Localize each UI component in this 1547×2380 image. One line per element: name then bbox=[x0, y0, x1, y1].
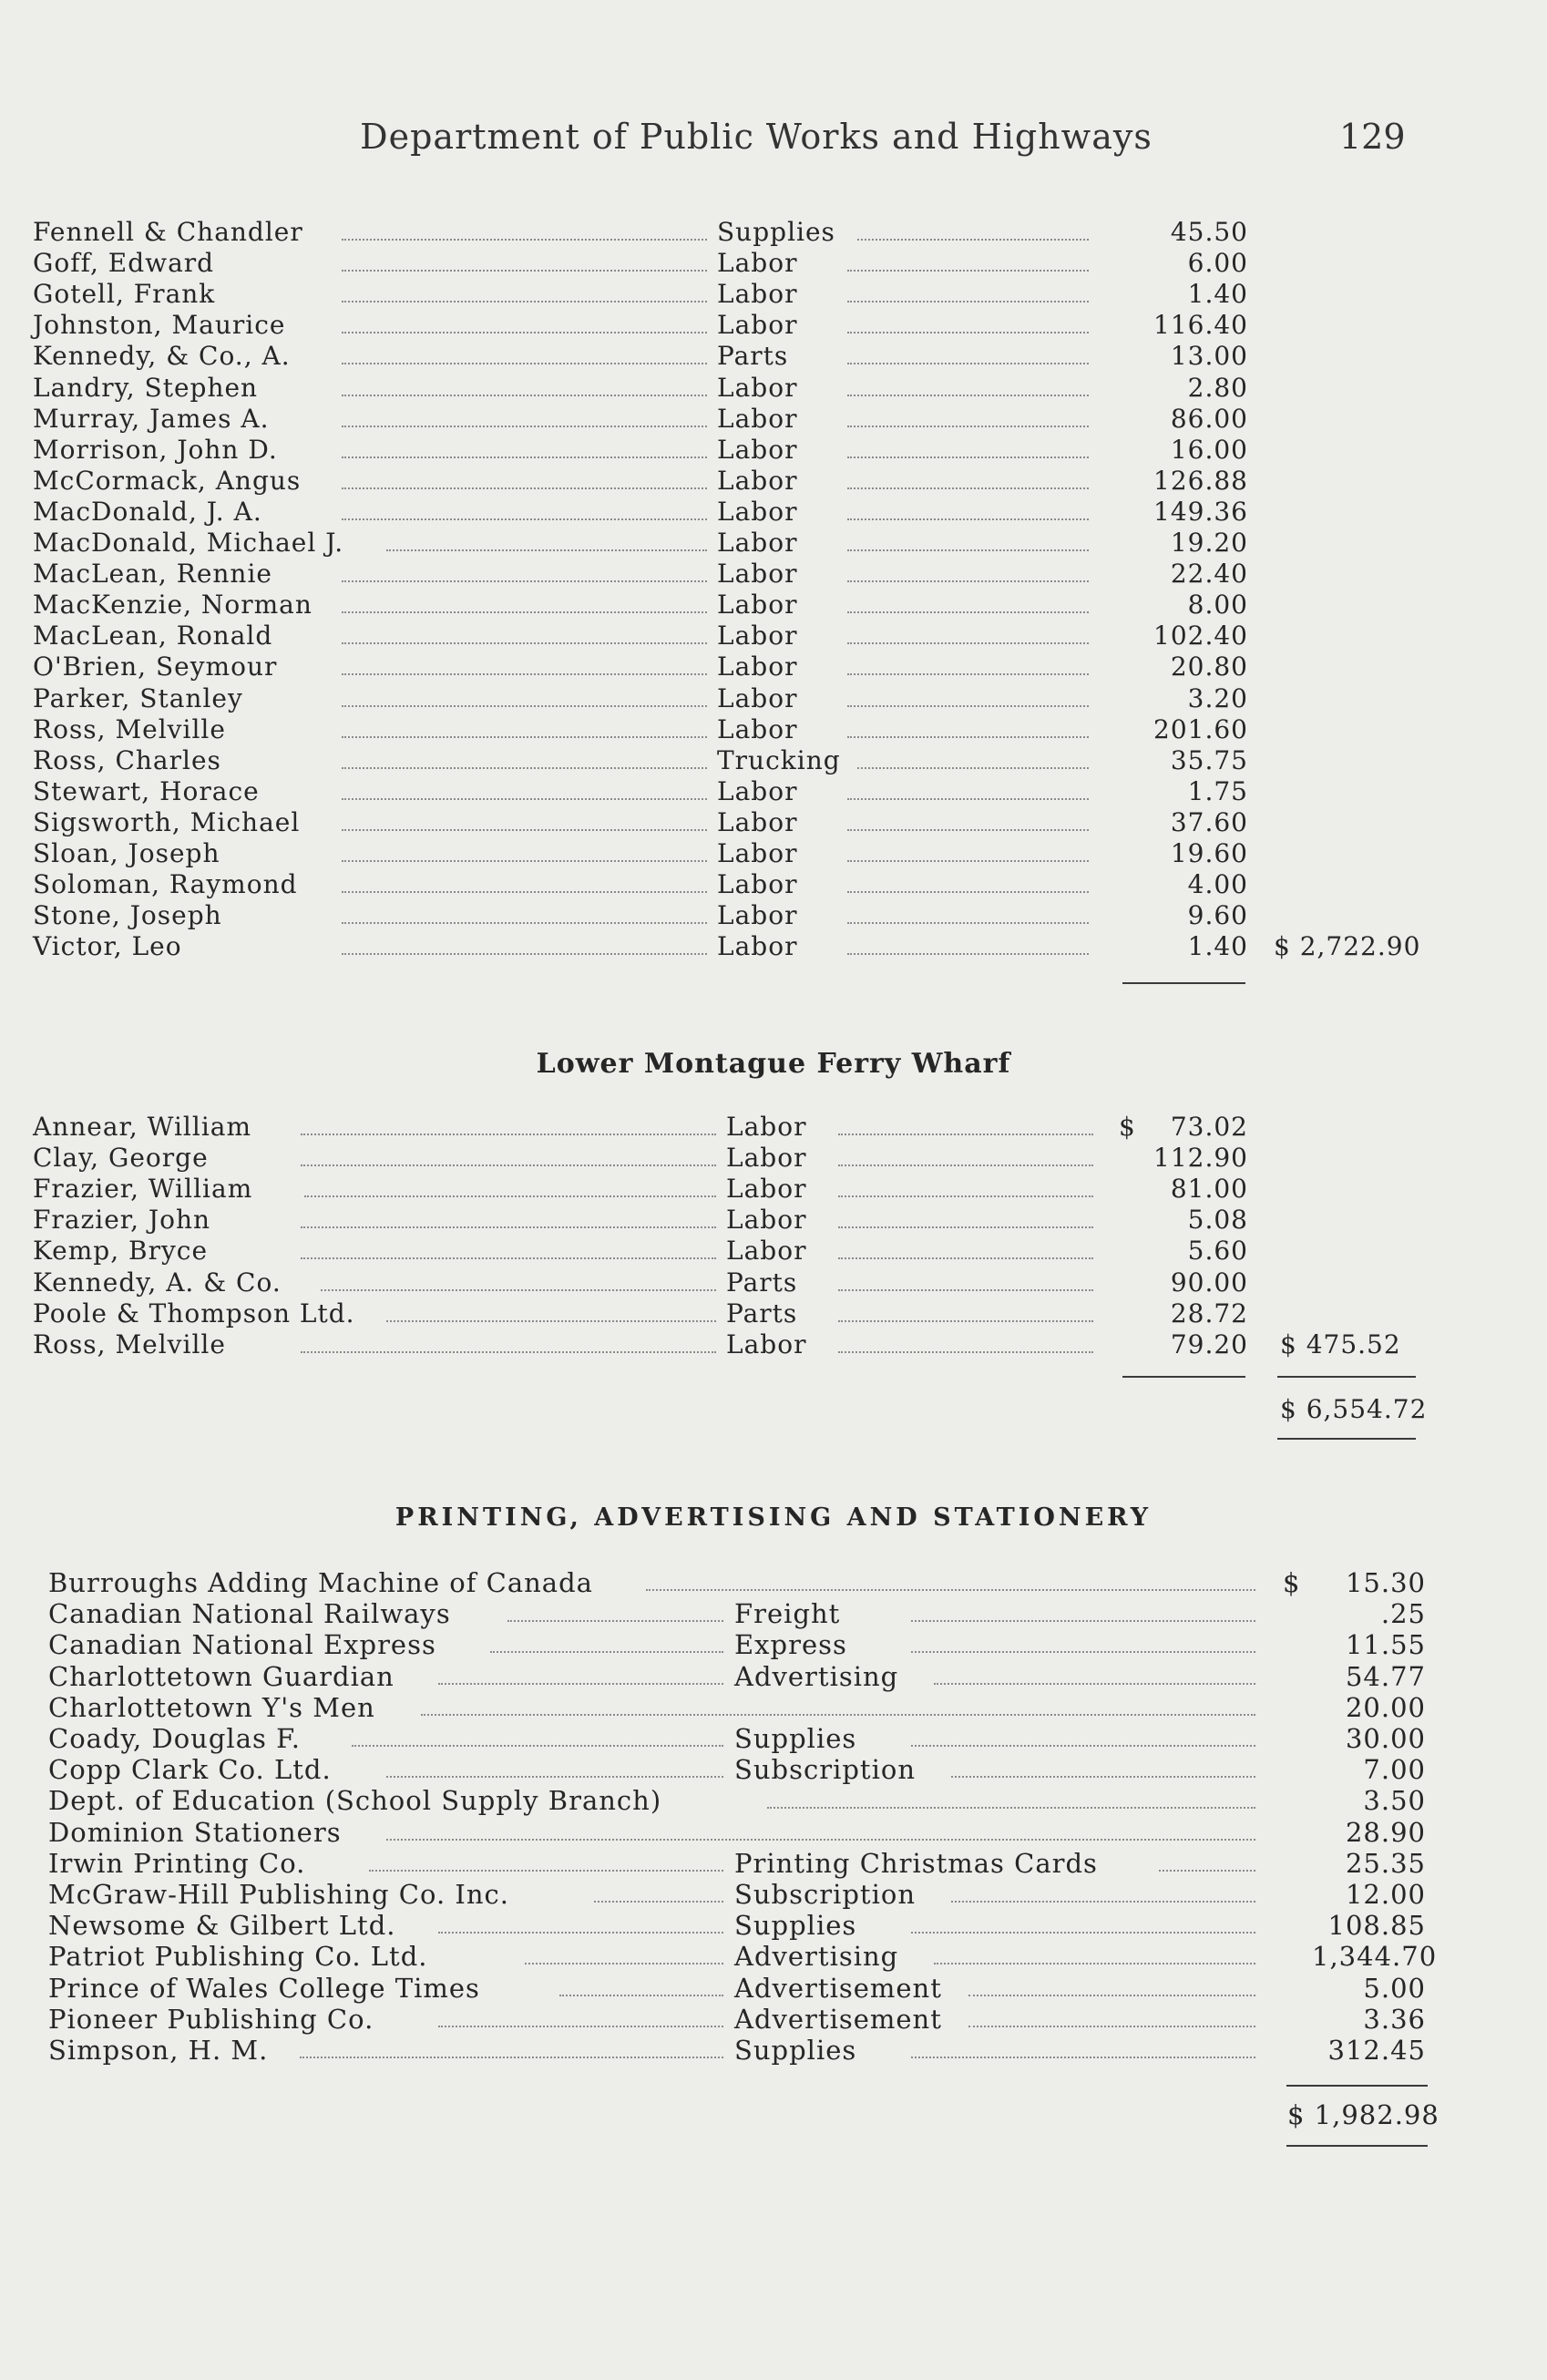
amount: 4.00 bbox=[1187, 869, 1248, 900]
leader-dots bbox=[301, 1226, 716, 1228]
amount: 1,344.70 bbox=[1312, 1941, 1438, 1973]
amount: 3.50 bbox=[1363, 1785, 1426, 1817]
leader-dots bbox=[438, 1932, 723, 1934]
amount: 108.85 bbox=[1327, 1910, 1426, 1942]
payment-description: Labor bbox=[726, 1205, 807, 1236]
leader-dots bbox=[342, 798, 707, 800]
leader-dots bbox=[847, 611, 1089, 613]
payee-name: Charlottetown Y's Men bbox=[48, 1691, 375, 1723]
amount: 1.75 bbox=[1187, 775, 1248, 806]
payee-name: O'Brien, Seymour bbox=[33, 651, 278, 682]
payee-name: Irwin Printing Co. bbox=[48, 1847, 306, 1879]
leader-dots bbox=[352, 1745, 723, 1747]
amount: 90.00 bbox=[1170, 1267, 1248, 1298]
amount: 20.00 bbox=[1345, 1691, 1426, 1723]
grand-total-rule bbox=[1277, 1438, 1416, 1440]
dollar-sign: $ bbox=[1283, 1567, 1301, 1598]
ledger-row bbox=[0, 590, 1547, 621]
ledger-row bbox=[0, 1329, 1547, 1360]
ledger-row bbox=[0, 1973, 1547, 2004]
ledger-row bbox=[0, 559, 1547, 590]
leader-dots bbox=[342, 332, 707, 333]
amount: 126.88 bbox=[1153, 465, 1248, 496]
payee-name: Burroughs Adding Machine of Canada bbox=[48, 1567, 593, 1598]
leader-dots bbox=[342, 239, 707, 241]
payee-name: Ross, Melville bbox=[33, 713, 226, 744]
payee-name: Goff, Edward bbox=[33, 248, 215, 279]
payment-description: Labor bbox=[726, 1328, 807, 1359]
payee-name: Victor, Leo bbox=[33, 931, 182, 962]
payee-name: Kennedy, & Co., A. bbox=[33, 341, 291, 372]
leader-dots bbox=[847, 922, 1089, 924]
amount: 13.00 bbox=[1170, 341, 1248, 372]
leader-dots bbox=[342, 611, 707, 613]
payment-description: Advertisement bbox=[734, 1972, 942, 2004]
payment-description: Labor bbox=[717, 403, 798, 434]
payment-description: Labor bbox=[717, 713, 798, 744]
leader-dots bbox=[968, 1995, 1255, 1996]
leader-dots bbox=[847, 457, 1089, 458]
payee-name: Prince of Wales College Times bbox=[48, 1972, 480, 2004]
payment-description: Express bbox=[734, 1629, 847, 1661]
payment-description: Labor bbox=[717, 900, 798, 931]
amount: 15.30 bbox=[1345, 1567, 1426, 1598]
payee-name: Ross, Melville bbox=[33, 1328, 226, 1359]
payee-name: MacDonald, Michael J. bbox=[33, 528, 344, 558]
leader-dots bbox=[847, 891, 1089, 893]
payee-name: Stewart, Horace bbox=[33, 775, 260, 806]
ledger-row bbox=[0, 341, 1547, 372]
ledger-row bbox=[0, 1143, 1547, 1174]
payee-name: Charlottetown Guardian bbox=[48, 1660, 394, 1692]
ledger-row bbox=[0, 1848, 1547, 1879]
payment-description: Labor bbox=[717, 465, 798, 496]
amount: 12.00 bbox=[1345, 1879, 1426, 1910]
amount: 19.20 bbox=[1170, 528, 1248, 558]
payee-name: Dept. of Education (School Supply Branch) bbox=[48, 1785, 662, 1817]
ledger-row bbox=[0, 373, 1547, 404]
leader-dots bbox=[342, 457, 707, 458]
amount: 1.40 bbox=[1187, 279, 1248, 310]
ledger-row bbox=[0, 1941, 1547, 1972]
leader-dots bbox=[342, 922, 707, 924]
payee-name: Morrison, John D. bbox=[33, 434, 278, 465]
leader-dots bbox=[847, 426, 1089, 427]
page-number: 129 bbox=[1339, 117, 1406, 157]
ledger-row bbox=[0, 807, 1547, 838]
payment-description: Supplies bbox=[717, 217, 835, 247]
payment-description: Labor bbox=[717, 621, 798, 651]
leader-dots bbox=[847, 798, 1089, 800]
payment-description: Subscription bbox=[734, 1754, 916, 1786]
ledger-row bbox=[0, 1174, 1547, 1205]
amount: 20.80 bbox=[1170, 651, 1248, 682]
ledger-row bbox=[0, 776, 1547, 807]
leader-dots bbox=[386, 549, 707, 551]
leader-dots bbox=[847, 829, 1089, 831]
amount: 25.35 bbox=[1345, 1847, 1426, 1879]
leader-dots bbox=[369, 1870, 723, 1872]
ledger-row bbox=[0, 1267, 1547, 1298]
payee-name: Ross, Charles bbox=[33, 744, 221, 775]
leader-dots bbox=[342, 705, 707, 707]
leader-dots bbox=[342, 953, 707, 955]
ledger-row bbox=[0, 1298, 1547, 1329]
leader-dots bbox=[646, 1589, 1255, 1591]
amount: 149.36 bbox=[1153, 496, 1248, 527]
ledger-row bbox=[0, 310, 1547, 341]
payment-description: Labor bbox=[717, 496, 798, 527]
section-total: $ 2,722.90 bbox=[1274, 931, 1421, 962]
payee-name: McGraw-Hill Publishing Co. Inc. bbox=[48, 1879, 509, 1910]
leader-dots bbox=[342, 767, 707, 769]
amount: 81.00 bbox=[1170, 1174, 1248, 1205]
ledger-row bbox=[0, 497, 1547, 528]
ledger-row bbox=[0, 683, 1547, 714]
ledger-row bbox=[0, 714, 1547, 745]
payment-description: Labor bbox=[717, 372, 798, 403]
ledger-row bbox=[0, 1112, 1547, 1143]
leader-dots bbox=[911, 2057, 1255, 2058]
leader-dots bbox=[342, 891, 707, 893]
payment-description: Labor bbox=[717, 682, 798, 713]
amount: 86.00 bbox=[1170, 403, 1248, 434]
amount: 54.77 bbox=[1345, 1660, 1426, 1692]
ledger-row bbox=[0, 1785, 1547, 1816]
ledger-row bbox=[0, 1910, 1547, 1941]
payee-name: Clay, George bbox=[33, 1143, 209, 1174]
amount: 1.40 bbox=[1187, 931, 1248, 962]
leader-dots bbox=[342, 736, 707, 738]
amount: .25 bbox=[1380, 1598, 1426, 1630]
leader-dots bbox=[911, 1651, 1255, 1653]
leader-dots bbox=[968, 2026, 1255, 2027]
amount: 45.50 bbox=[1170, 217, 1248, 247]
leader-dots bbox=[342, 487, 707, 489]
amount: 112.90 bbox=[1153, 1143, 1248, 1174]
leader-dots bbox=[847, 301, 1089, 303]
leader-dots bbox=[934, 1963, 1255, 1965]
leader-dots bbox=[847, 736, 1089, 738]
leader-dots bbox=[911, 1620, 1255, 1622]
total-rule bbox=[1286, 2145, 1428, 2147]
printing-total: $ 1,982.98 bbox=[1287, 2099, 1439, 2130]
leader-dots bbox=[342, 673, 707, 675]
ledger-row bbox=[0, 435, 1547, 466]
amount: 8.00 bbox=[1187, 590, 1248, 621]
payee-name: Canadian National Express bbox=[48, 1629, 436, 1661]
payment-description: Labor bbox=[717, 869, 798, 900]
ledger-row bbox=[0, 1754, 1547, 1785]
ledger-row bbox=[0, 2035, 1547, 2066]
leader-dots bbox=[838, 1289, 1093, 1291]
payee-name: McCormack, Angus bbox=[33, 465, 302, 496]
leader-dots bbox=[911, 1745, 1255, 1747]
ledger-row bbox=[0, 1567, 1547, 1598]
leader-dots bbox=[301, 1134, 716, 1135]
payment-description: Labor bbox=[726, 1236, 807, 1267]
amount: 28.90 bbox=[1345, 1816, 1426, 1848]
amount: 5.00 bbox=[1363, 1972, 1426, 2004]
payee-name: Soloman, Raymond bbox=[33, 869, 298, 900]
leader-dots bbox=[321, 1289, 716, 1291]
ledger-row bbox=[0, 621, 1547, 651]
leader-dots bbox=[847, 487, 1089, 489]
leader-dots bbox=[342, 518, 707, 520]
ledger-row bbox=[0, 1205, 1547, 1236]
leader-dots bbox=[847, 953, 1089, 955]
ledger-row bbox=[0, 931, 1547, 962]
payment-description: Advertisement bbox=[734, 2003, 942, 2035]
leader-dots bbox=[847, 518, 1089, 520]
payee-name: Stone, Joseph bbox=[33, 900, 222, 931]
amount: 116.40 bbox=[1153, 310, 1248, 341]
payment-description: Labor bbox=[726, 1112, 807, 1142]
subtotal-rule bbox=[1286, 2085, 1428, 2087]
payee-name: Frazier, John bbox=[33, 1205, 211, 1236]
leader-dots bbox=[386, 1776, 723, 1778]
payee-name: Pioneer Publishing Co. bbox=[48, 2003, 374, 2035]
leader-dots bbox=[301, 1164, 716, 1166]
payment-description: Labor bbox=[717, 279, 798, 310]
amount: 5.60 bbox=[1187, 1236, 1248, 1267]
leader-dots bbox=[847, 673, 1089, 675]
payment-description: Labor bbox=[717, 838, 798, 868]
leader-dots bbox=[847, 549, 1089, 551]
payment-description: Labor bbox=[717, 310, 798, 341]
leader-dots bbox=[847, 580, 1089, 582]
payee-name: MacLean, Rennie bbox=[33, 559, 272, 590]
ledger-row bbox=[0, 900, 1547, 931]
payee-name: Patriot Publishing Co. Ltd. bbox=[48, 1941, 428, 1973]
payment-description: Labor bbox=[717, 528, 798, 558]
leader-dots bbox=[857, 239, 1089, 241]
payment-description: Advertising bbox=[734, 1660, 899, 1692]
payment-description: Labor bbox=[717, 590, 798, 621]
leader-dots bbox=[857, 767, 1089, 769]
amount: 9.60 bbox=[1187, 900, 1248, 931]
ledger-row bbox=[0, 466, 1547, 497]
leader-dots bbox=[934, 1683, 1255, 1685]
payment-description: Labor bbox=[726, 1143, 807, 1174]
payee-name: Murray, James A. bbox=[33, 403, 270, 434]
ledger-row bbox=[0, 1236, 1547, 1267]
leader-dots bbox=[342, 642, 707, 644]
amount: 37.60 bbox=[1170, 806, 1248, 837]
leader-dots bbox=[1159, 1870, 1255, 1872]
leader-dots bbox=[847, 642, 1089, 644]
payment-description: Labor bbox=[717, 434, 798, 465]
payment-description: Labor bbox=[717, 806, 798, 837]
amount: 3.36 bbox=[1363, 2003, 1426, 2035]
payment-description: Labor bbox=[726, 1174, 807, 1205]
leader-dots bbox=[342, 301, 707, 303]
leader-dots bbox=[342, 426, 707, 427]
payment-description: Trucking bbox=[717, 744, 841, 775]
payee-name: Landry, Stephen bbox=[33, 372, 259, 403]
payment-description: Labor bbox=[717, 248, 798, 279]
payment-description: Labor bbox=[717, 559, 798, 590]
amount: 35.75 bbox=[1170, 744, 1248, 775]
leader-dots bbox=[951, 1901, 1255, 1903]
payee-name: Gotell, Frank bbox=[33, 279, 216, 310]
leader-dots bbox=[525, 1963, 723, 1965]
ledger-row bbox=[0, 2004, 1547, 2035]
amount: 3.20 bbox=[1187, 682, 1248, 713]
dollar-sign: $ bbox=[1119, 1112, 1136, 1142]
running-head: Department of Public Works and Highways bbox=[360, 117, 1153, 157]
ledger-row bbox=[0, 1629, 1547, 1660]
payee-name: Kennedy, A. & Co. bbox=[33, 1267, 282, 1298]
payee-name: Coady, Douglas F. bbox=[48, 1723, 301, 1754]
amount: 2.80 bbox=[1187, 372, 1248, 403]
payee-name: MacLean, Ronald bbox=[33, 621, 273, 651]
payee-name: Simpson, H. M. bbox=[48, 2035, 269, 2066]
ledger-row bbox=[0, 248, 1547, 279]
leader-dots bbox=[342, 860, 707, 862]
payee-name: Fennell & Chandler bbox=[33, 217, 303, 247]
leader-dots bbox=[301, 1351, 716, 1353]
payee-name: Parker, Stanley bbox=[33, 682, 243, 713]
ledger-row bbox=[0, 651, 1547, 682]
leader-dots bbox=[507, 1620, 723, 1622]
leader-dots bbox=[847, 363, 1089, 364]
payee-name: Dominion Stationers bbox=[48, 1816, 342, 1848]
leader-dots bbox=[342, 270, 707, 272]
amount: 7.00 bbox=[1363, 1754, 1426, 1786]
leader-dots bbox=[438, 2026, 723, 2027]
payment-description: Supplies bbox=[734, 2035, 857, 2066]
payee-name: Poole & Thompson Ltd. bbox=[33, 1298, 355, 1328]
ledger-row bbox=[0, 279, 1547, 310]
ledger-row bbox=[0, 838, 1547, 869]
ledger-row bbox=[0, 1598, 1547, 1629]
leader-dots bbox=[386, 1839, 1255, 1841]
payment-description: Freight bbox=[734, 1598, 841, 1630]
ledger-row bbox=[0, 1723, 1547, 1754]
leader-dots bbox=[838, 1134, 1093, 1135]
amount: 201.60 bbox=[1153, 713, 1248, 744]
leader-dots bbox=[838, 1164, 1093, 1166]
leader-dots bbox=[438, 1683, 723, 1685]
ledger-row bbox=[0, 404, 1547, 435]
leader-dots bbox=[767, 1807, 1255, 1809]
amount: 11.55 bbox=[1345, 1629, 1426, 1661]
leader-dots bbox=[838, 1257, 1093, 1259]
section-total: $ 475.52 bbox=[1280, 1328, 1401, 1359]
leader-dots bbox=[490, 1651, 723, 1653]
leader-dots bbox=[838, 1226, 1093, 1228]
leader-dots bbox=[847, 705, 1089, 707]
amount: 22.40 bbox=[1170, 559, 1248, 590]
leader-dots bbox=[300, 2057, 723, 2058]
amount: 102.40 bbox=[1153, 621, 1248, 651]
amount: 28.72 bbox=[1170, 1298, 1248, 1328]
leader-dots bbox=[342, 829, 707, 831]
leader-dots bbox=[838, 1320, 1093, 1322]
subtotal-rule bbox=[1122, 1376, 1245, 1378]
amount: 312.45 bbox=[1327, 2035, 1426, 2066]
payee-name: MacDonald, J. A. bbox=[33, 496, 262, 527]
payment-description: Parts bbox=[717, 341, 789, 372]
payment-description: Supplies bbox=[734, 1723, 857, 1754]
ledger-row bbox=[0, 1879, 1547, 1910]
leader-dots bbox=[342, 395, 707, 396]
amount: 30.00 bbox=[1345, 1723, 1426, 1754]
leader-dots bbox=[911, 1932, 1255, 1934]
amount: 79.20 bbox=[1170, 1328, 1248, 1359]
payee-name: Copp Clark Co. Ltd. bbox=[48, 1754, 332, 1786]
payment-description: Parts bbox=[726, 1298, 798, 1328]
payment-description: Labor bbox=[717, 775, 798, 806]
leader-dots bbox=[342, 580, 707, 582]
payment-description: Labor bbox=[717, 931, 798, 962]
payment-description: Parts bbox=[726, 1267, 798, 1298]
payment-description: Advertising bbox=[734, 1941, 899, 1973]
payee-name: MacKenzie, Norman bbox=[33, 590, 312, 621]
leader-dots bbox=[304, 1195, 716, 1197]
leader-dots bbox=[847, 332, 1089, 333]
payee-name: Johnston, Maurice bbox=[33, 310, 286, 341]
subtotal-rule bbox=[1122, 982, 1245, 984]
ledger-row bbox=[0, 1692, 1547, 1723]
grand-total: $ 6,554.72 bbox=[1280, 1394, 1428, 1424]
leader-dots bbox=[838, 1351, 1093, 1353]
payment-description: Supplies bbox=[734, 1910, 857, 1942]
amount: 73.02 bbox=[1170, 1112, 1248, 1142]
payment-description: Subscription bbox=[734, 1879, 916, 1910]
amount: 5.08 bbox=[1187, 1205, 1248, 1236]
leader-dots bbox=[559, 1995, 723, 1996]
leader-dots bbox=[594, 1901, 723, 1903]
leader-dots bbox=[951, 1776, 1255, 1778]
section-title-printing: PRINTING, ADVERTISING AND STATIONERY bbox=[394, 1503, 1153, 1532]
subtotal-rule bbox=[1277, 1376, 1416, 1378]
payee-name: Canadian National Railways bbox=[48, 1598, 451, 1630]
payee-name: Frazier, William bbox=[33, 1174, 253, 1205]
section-title-ferry-wharf: Lower Montague Ferry Wharf bbox=[536, 1048, 1011, 1080]
payee-name: Sloan, Joseph bbox=[33, 838, 220, 868]
ledger-row bbox=[0, 745, 1547, 776]
payee-name: Annear, William bbox=[33, 1112, 252, 1142]
ledger-row bbox=[0, 1661, 1547, 1692]
leader-dots bbox=[838, 1195, 1093, 1197]
payee-name: Kemp, Bryce bbox=[33, 1236, 209, 1267]
leader-dots bbox=[847, 270, 1089, 272]
payment-description: Printing Christmas Cards bbox=[734, 1847, 1098, 1879]
ledger-row bbox=[0, 217, 1547, 248]
amount: 6.00 bbox=[1187, 248, 1248, 279]
amount: 16.00 bbox=[1170, 434, 1248, 465]
ledger-row bbox=[0, 869, 1547, 900]
leader-dots bbox=[342, 363, 707, 364]
ledger-row bbox=[0, 528, 1547, 559]
leader-dots bbox=[847, 395, 1089, 396]
leader-dots bbox=[421, 1714, 1255, 1716]
payee-name: Newsome & Gilbert Ltd. bbox=[48, 1910, 396, 1942]
ledger-row bbox=[0, 1817, 1547, 1848]
payee-name: Sigsworth, Michael bbox=[33, 806, 301, 837]
leader-dots bbox=[847, 860, 1089, 862]
leader-dots bbox=[386, 1320, 716, 1322]
amount: 19.60 bbox=[1170, 838, 1248, 868]
leader-dots bbox=[301, 1257, 716, 1259]
payment-description: Labor bbox=[717, 651, 798, 682]
